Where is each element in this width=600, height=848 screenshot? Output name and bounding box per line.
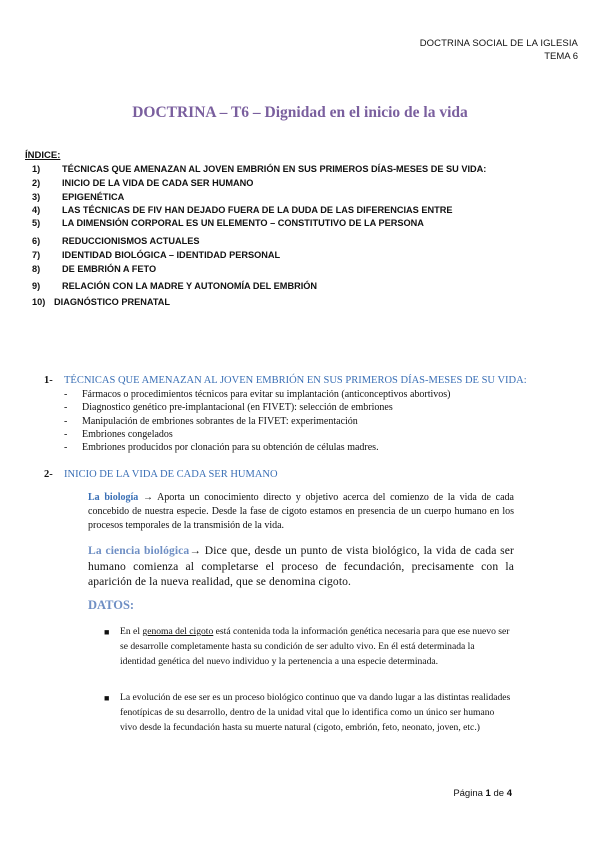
list-item: La evolución de ese ser es un proceso biológico continuo que va dando lugar a las distintas realidades fenotípicas de su desarrollo, dentro de la unidad vital que lo identifica como un único ser humano vivo desde la fecundación hasta su muerte natural (cigoto, embrión, feto, neonato, joven, etc.)	[120, 692, 511, 733]
list-item: - Manipulación de embriones sobrantes de la FIVET: experimentación	[64, 416, 358, 427]
paragraph-ciencia-biologica: La ciencia biológica→ Dice que, desde un punto de vista biológico, la vida de cada ser humano comienza al completarse el proceso de fecundación, precisamente con la aparición de la nueva realidad, que se denomina cigoto.	[88, 544, 514, 588]
list-item: En el genoma del cigoto está contenida toda la información genética necesaria para que ese nuevo ser se desarrolle completamente hasta su condición de ser adulto vivo. En él está determinada la identidad genética del nuevo individuo y la pertenencia a una especie determinada.	[120, 626, 510, 667]
bullet-icon: ■	[104, 693, 110, 703]
index-item: 8) DE EMBRIÓN A FETO	[32, 264, 157, 274]
datos-heading: DATOS:	[88, 598, 135, 612]
paragraph-biologia: La biología → Aporta un conocimiento directo y objetivo acerca del comienzo de la vida de cada concebido de nuestra especie. Desde la fase de cigoto estamos en presencia de un cuerpo humano en los procesos temporales de la transmisión de la vida.	[88, 492, 514, 531]
index-item: 2) INICIO DE LA VIDA DE CADA SER HUMANO	[32, 178, 254, 188]
index-item: 6) REDUCCIONISMOS ACTUALES	[32, 236, 200, 246]
section-heading: 2- INICIO DE LA VIDA DE CADA SER HUMANO	[44, 469, 278, 480]
list-item: - Embriones producidos por clonación para su obtención de células madres.	[64, 442, 379, 453]
paragraph-label: La biología	[88, 492, 139, 503]
index-heading: ÍNDICE:	[25, 150, 61, 161]
index-item: 9) RELACIÓN CON LA MADRE Y AUTONOMÍA DEL EMBRIÓN	[32, 281, 318, 291]
page-title: DOCTRINA – T6 – Dignidad en el inicio de la vida	[132, 104, 468, 121]
list-item: - Fármacos o procedimientos técnicos para evitar su implantación (anticonceptivos abortivos)	[64, 389, 451, 400]
header-course: DOCTRINA SOCIAL DE LA IGLESIA	[419, 38, 578, 49]
list-item: - Embriones congelados	[64, 429, 173, 440]
header-topic: TEMA 6	[544, 51, 578, 62]
index-item: 5) LA DIMENSIÓN CORPORAL ES UN ELEMENTO – CONSTITUTIVO DE LA PERSONA	[32, 218, 424, 228]
page-number: Página 1 de 4	[453, 788, 512, 799]
index-item: 10) DIAGNÓSTICO PRENATAL	[32, 297, 171, 307]
bullet-icon: ■	[104, 627, 110, 637]
section-heading: 1- TÉCNICAS QUE AMENAZAN AL JOVEN EMBRIÓN EN SUS PRIMEROS DÍAS-MESES DE SU VIDA:	[44, 375, 527, 386]
list-item: - Diagnostico genético pre-implantacional (en FIVET): selección de embriones	[64, 402, 393, 413]
paragraph-label: La ciencia biológica	[88, 544, 190, 557]
index-item: 3) EPIGENÉTICA	[32, 192, 125, 202]
index-item: 1) TÉCNICAS QUE AMENAZAN AL JOVEN EMBRIÓN EN SUS PRIMEROS DÍAS-MESES DE SU VIDA:	[32, 164, 487, 174]
index-item: 7) IDENTIDAD BIOLÓGICA – IDENTIDAD PERSONAL	[32, 250, 281, 260]
index-item: 4) LAS TÉCNICAS DE FIV HAN DEJADO FUERA DE LA DUDA DE LAS DIFERENCIAS ENTRE	[32, 205, 453, 215]
